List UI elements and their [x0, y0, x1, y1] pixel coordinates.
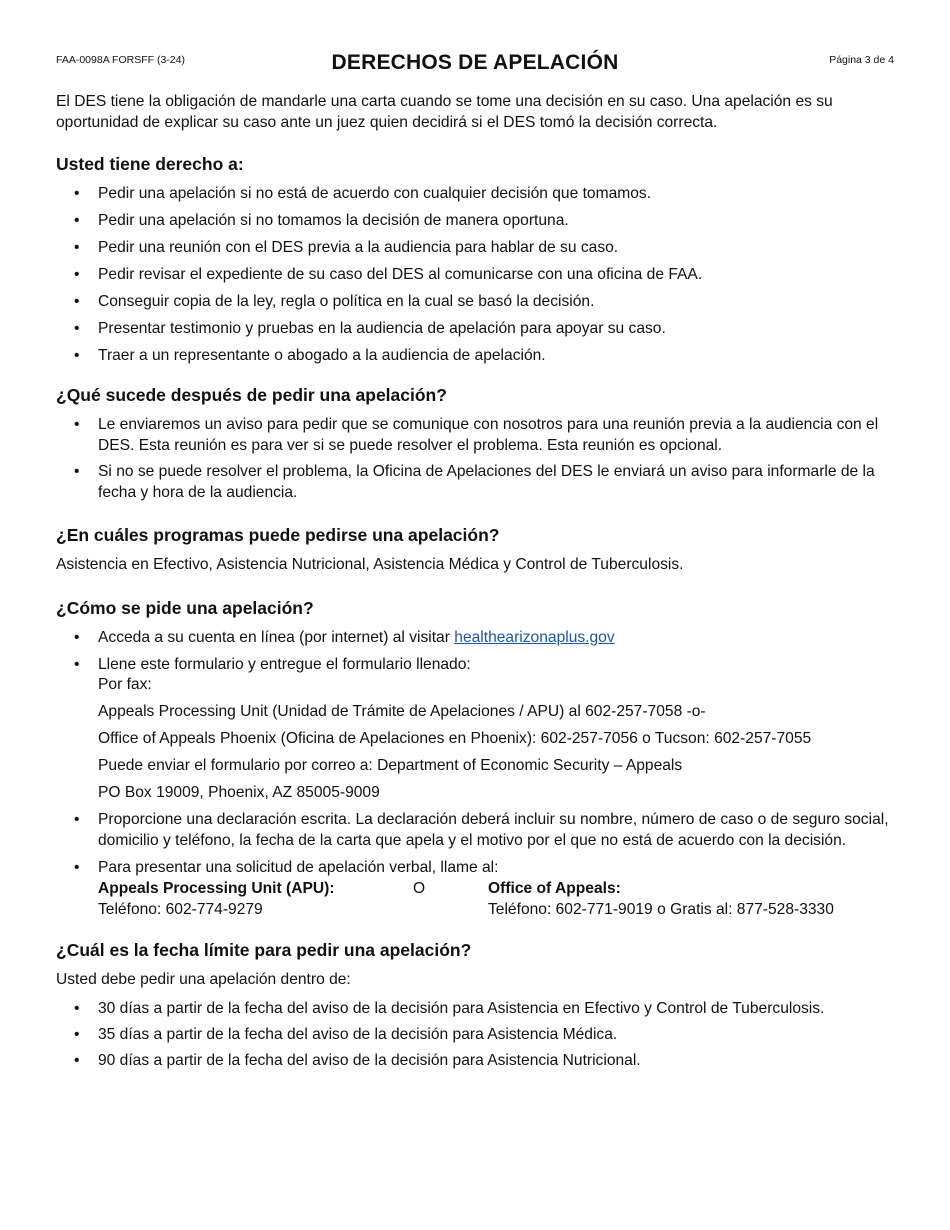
list-item: • Presentar testimonio y pruebas en la audiencia de apelación para apoyar su caso.	[56, 319, 901, 340]
list-item	[56, 628, 901, 649]
deadline-heading: ¿Cuál es la fecha límite para pedir una apelación?	[56, 939, 472, 960]
office-phone: Teléfono: 602-771-9019 o Gratis al: 877-528-3330	[488, 900, 834, 918]
rights-list	[56, 184, 901, 367]
list-item: • 90 días a partir de la fecha del aviso de la decisión para Asistencia Nutricional.	[56, 1051, 901, 1072]
list-item: • 30 días a partir de la fecha del aviso de la decisión para Asistencia en Efectivo y Control de Tuberculosis.	[56, 999, 901, 1020]
fax-office: Office of Appeals Phoenix (Oficina de Apelaciones en Phoenix): 602-257-7056 o Tucson: 602-257-7055	[98, 730, 812, 747]
form-instructions: • Llene este formulario y entregue el formulario llenado:	[98, 655, 471, 673]
how-to-list	[56, 628, 901, 921]
list-item: • Proporcione una declaración escrita. La declaración deberá incluir su nombre, número de caso o de seguro social, domicilio y teléfono, la fecha de la carta que apela y el motivo por el que no está de acuerdo con la decisión.	[56, 810, 901, 851]
programs-text: Asistencia en Efectivo, Asistencia Nutricional, Asistencia Médica y Control de Tuberculosis.	[56, 556, 684, 573]
apu-phone: Teléfono: 602-774-9279	[98, 900, 263, 918]
after-appeal-list	[56, 415, 901, 503]
fax-label: Por fax:	[98, 676, 152, 693]
intro-paragraph: El DES tiene la obligación de mandarle una carta cuando se tome una decisión en su caso. Una apelación es su oportunidad de explicar su caso ante un juez quien decidirá si el DES tomó la decisión correcta.	[56, 93, 833, 131]
form-id: FAA-0098A FORSFF (3-24)	[56, 54, 185, 66]
fax-apu: Appeals Processing Unit (Unidad de Trámite de Apelaciones / APU) al 602-257-7058 -o-	[98, 703, 706, 720]
page-title: DERECHOS DE APELACIÓN	[331, 51, 619, 74]
list-item: • Pedir una reunión con el DES previa a la audiencia para hablar de su caso.	[56, 238, 901, 259]
programs-heading: ¿En cuáles programas puede pedirse una apelación?	[56, 525, 500, 545]
page-number: Página 3 de 4	[829, 54, 894, 66]
deadline-list	[56, 999, 901, 1072]
list-item: • Pedir revisar el expediente de su caso del DES al comunicarse con una oficina de FAA.	[56, 265, 901, 286]
office-name: Office of Appeals:	[488, 880, 621, 897]
list-item: • Si no se puede resolver el problema, la Oficina de Apelaciones del DES le enviará un aviso para informarle de la fecha y hora de la audiencia.	[56, 462, 901, 503]
apu-name: Appeals Processing Unit (APU):	[98, 880, 335, 897]
list-item	[56, 858, 901, 921]
list-item: • Traer a un representante o abogado a la audiencia de apelación.	[56, 346, 901, 367]
or-separator: O	[413, 880, 426, 897]
verbal-request-text: • Para presentar una solicitud de apelación verbal, llame al:	[98, 858, 499, 876]
phone-contacts	[98, 879, 901, 920]
mail-address: PO Box 19009, Phoenix, AZ 85005-9009	[98, 784, 380, 801]
list-item: • 35 días a partir de la fecha del aviso de la decisión para Asistencia Médica.	[56, 1025, 901, 1046]
list-item: • Pedir una apelación si no está de acuerdo con cualquier decisión que tomamos.	[56, 184, 901, 205]
list-item: • Pedir una apelación si no tomamos la decisión de manera oportuna.	[56, 211, 901, 232]
list-item: • Conseguir copia de la ley, regla o política en la cual se basó la decisión.	[56, 292, 901, 313]
document-body	[56, 92, 901, 1077]
mail-text: Puede enviar el formulario por correo a: Department of Economic Security – Appeals	[98, 757, 683, 774]
list-item	[56, 655, 901, 804]
how-to-heading: ¿Cómo se pide una apelación?	[56, 597, 314, 618]
list-item: • Le enviaremos un aviso para pedir que se comunique con nosotros para una reunión previa a la audiencia con el DES. Esta reunión es para ver si se puede resolver el problema. Esta reunión es opcional.	[56, 415, 901, 456]
online-text: Acceda a su cuenta en línea (por internet) al visitar	[98, 628, 455, 646]
rights-heading: Usted tiene derecho a:	[56, 154, 244, 174]
deadline-intro: Usted debe pedir una apelación dentro de:	[56, 970, 351, 988]
after-appeal-heading: ¿Qué sucede después de pedir una apelación?	[56, 385, 447, 405]
healthearizonaplus-link[interactable]: healthearizonaplus.gov	[454, 628, 615, 646]
